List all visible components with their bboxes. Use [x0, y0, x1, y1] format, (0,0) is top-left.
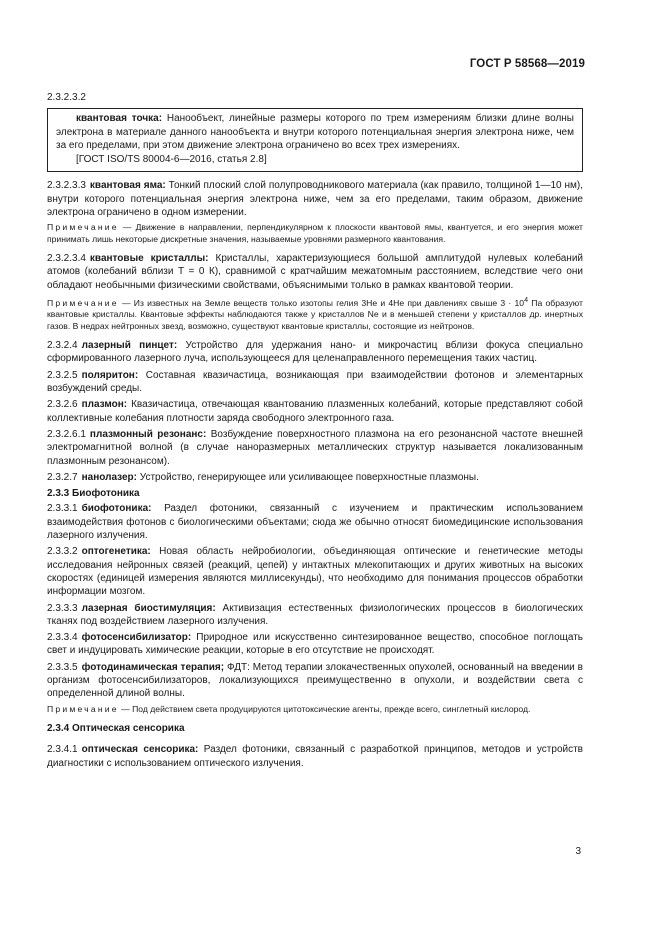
entry: [47, 339, 583, 366]
superscript: 4: [524, 296, 529, 305]
definition-text: Раздел фотоники, связанный с разработкой принципов, методов и устройств диагностики с использованием оптического излучения.: [47, 744, 583, 769]
quoted-definition-box: [47, 108, 583, 172]
definition-text: Тонкий плоский слой полупроводникового материала (как правило, толщиной 1—10 нм), внутри которого потенциальная энергия электрона ниже, чем за его пределами, таким образом, движение электрона ограничено в одном измерении.: [47, 180, 583, 219]
entry: [47, 545, 583, 598]
definition-text: Кристаллы, характеризующиеся большой амплитудой нулевых колебаний атомов (колебаний вблизи T = 0 К), сравнимой с кратчайшим межатомным расстоянием, вследствие чего они обладают необычными физическими свойствами, объяснимыми только в рамках квантовой теории.: [47, 253, 583, 291]
entry: [47, 502, 583, 542]
entry-number: 2.3.2.6: [47, 399, 78, 411]
entry-number: 2.3.3.1: [47, 503, 78, 515]
definition-paragraph: [56, 112, 574, 152]
section-heading: 2.3.3 Биофотоника: [47, 488, 140, 500]
entry-number: 2.3.3.3: [47, 602, 78, 614]
definition-text: Квазичастица, отвечающая квантованию плазменных колебаний, которые представляют собой коллективные колебания плотности заряда свободного электронного газа.: [47, 399, 583, 424]
term: плазмонный резонанс:: [89, 428, 207, 440]
entry-number: 2.3.3.5: [47, 661, 78, 673]
definition-text: Составная квазичастица, возникающая при взаимодействии фотонов и элементарных возбуждений среды.: [47, 369, 583, 395]
note-text: — Движение в направлении, перпендикулярном к плоскости квантовой ямы, квантуется, и его энергия может принимать лишь некоторые дискретные значения, называемые уровнями размерного квантования.: [47, 222, 583, 244]
term: оптическая сенсорика:: [81, 744, 199, 756]
entry-number: 2.3.2.3.2: [47, 92, 86, 103]
source-reference: [ГОСТ ISO/TS 80004-6—2016, статья 2.8]: [76, 154, 267, 166]
definition-text: Нанообъект, линейные размеры которого по трем измерениям близки длине волны электрона в материале данного нанообъекта и внутри которого потенциальная энергия электрона ниже, чем за его пределами, при этом движение электрона ограничено во всех трех измерениях.: [56, 113, 574, 151]
definition-text: Раздел фотоники, связанный с изучением и практическим использованием взаимодействия фотонов с биологическими объектами; сюда же обычно относят биомедицинские использования лазерного излучения.: [47, 503, 583, 542]
note-text: — Из известных на Земле веществ только изотопы гелия 3Не и 4Не при давлениях свыше 3 · 10: [118, 297, 525, 308]
term: биофотоника:: [81, 503, 152, 515]
note: [47, 295, 583, 332]
term: оптогенетика:: [81, 546, 151, 558]
term: квантовая яма:: [89, 180, 166, 192]
entry-number: 2.3.2.5: [47, 369, 78, 381]
term: лазерный пинцет:: [81, 340, 178, 352]
note-text: Па образуют квантовые кристаллы. Квантовые эффекты наблюдаются также у кристаллов Ne и в меньшей степени у кристаллов др. инертных газов. В недрах нейтронных звезд, возможно, существуют квантовые кристаллы, состоящие из нейтронов.: [47, 297, 583, 331]
entry-number: 2.3.2.3.4: [47, 253, 86, 265]
entry-number: 2.3.3.4: [47, 632, 78, 644]
term: фотосенсибилизатор:: [81, 632, 192, 644]
note-label: Примечание: [47, 703, 119, 714]
term: квантовые кристаллы:: [89, 253, 209, 265]
entry-number: 2.3.3.2: [47, 546, 78, 558]
section-heading: 2.3.4 Оптическая сенсорика: [47, 722, 185, 734]
entry: [47, 631, 583, 658]
page-number: 3: [575, 846, 581, 857]
note-label: Примечание: [47, 297, 119, 308]
definition-text: Активизация естественных физиологических процессов в биологических тканях под воздействием лазерного излучения.: [47, 602, 583, 627]
term: поляритон:: [81, 369, 139, 381]
term: нанолазер:: [81, 471, 137, 483]
definition-text: ФДТ: Метод терапии злокачественных опухолей, основанный на введении в организм фотосенсибилизаторов, локализующихся преимущественно в опухоли, и воздействии света с определенной длиной волны.: [47, 661, 583, 700]
entry-number: 2.3.2.3.3: [47, 180, 86, 192]
entry: [47, 743, 583, 770]
note: [47, 222, 583, 245]
page-content: [47, 91, 583, 773]
entry-number: 2.3.2.7: [47, 471, 78, 483]
entry: [47, 252, 583, 292]
term: плазмон:: [81, 399, 128, 411]
entry-number: 2.3.2.6.1: [47, 428, 86, 440]
entry: [47, 428, 583, 468]
term: квантовая точка:: [76, 113, 163, 125]
term: фотодинамическая терапия;: [81, 661, 225, 673]
definition-text: Возбуждение поверхностного плазмона на его резонансной частоте внешней электромагнитной волной (в случае наноразмерных металлических структур называется локализованным плазмонным резонансом).: [47, 428, 583, 467]
definition-text: Устройство для удержания нано- и микрочастиц вблизи фокуса специально сформированного лазерного луча, использующееся для целенаправленного перемещения таких частиц.: [47, 340, 583, 365]
entry-number: 2.3.2.4: [47, 340, 78, 352]
definition-text: Новая область нейробиологии, объединяющая оптические и генетические методы исследования нейронных связей (реакций, цепей) у интактных млекопитающих и других животных на высоких скоростях (единицей измерения являются миллисекунды), что необходимо для понимания процессов обработки информации мозгом.: [47, 546, 583, 598]
entry: [47, 661, 583, 701]
note: [47, 704, 583, 715]
entry-number: 2.3.4.1: [47, 744, 78, 756]
definition-text: Природное или искусственно синтезированное вещество, способное поглощать свет и индуцировать химические реакции, которые в его отсутствие не происходят.: [47, 632, 583, 657]
entry: [47, 369, 583, 396]
term: лазерная биостимуляция:: [81, 602, 216, 614]
document-id: ГОСТ Р 58568—2019: [469, 58, 585, 70]
entry: [47, 602, 583, 629]
note-text: — Под действием света продуцируются цитотоксические агенты, прежде всего, синглетный кислород.: [118, 703, 531, 714]
note-label: Примечание: [47, 222, 119, 233]
entry: [47, 398, 583, 425]
definition-text: Устройство, генерирующее или усиливающее поверхностные плазмоны.: [136, 471, 479, 483]
entry: [47, 179, 583, 219]
entry: [47, 471, 583, 484]
